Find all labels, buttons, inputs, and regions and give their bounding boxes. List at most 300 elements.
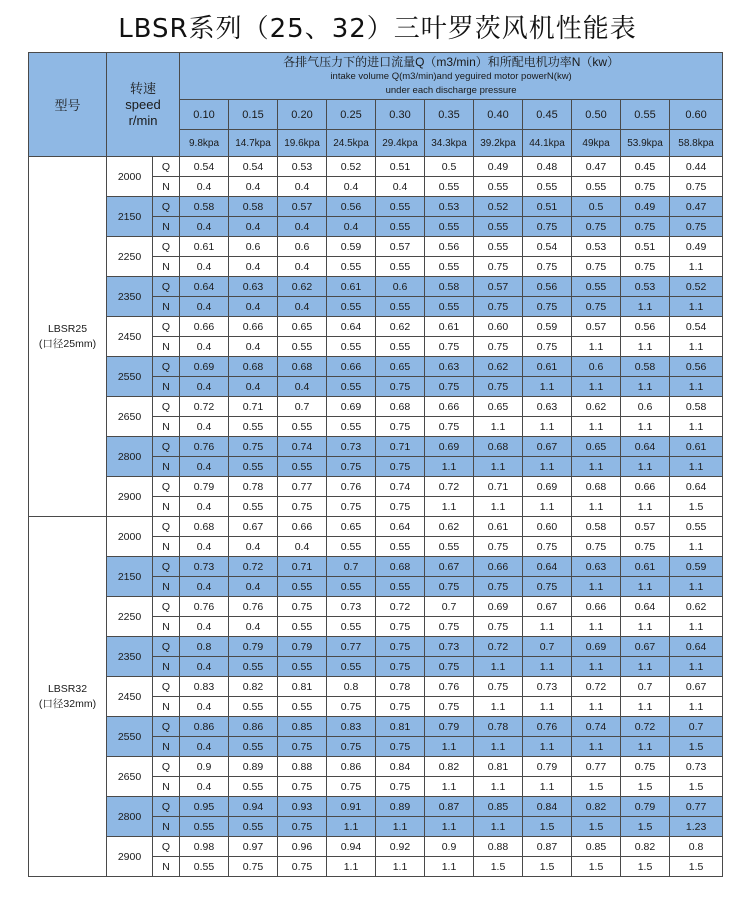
power-value: 1.5 bbox=[670, 857, 723, 877]
flow-value: 0.53 bbox=[278, 157, 327, 177]
power-value: 0.55 bbox=[425, 257, 474, 277]
power-value: 0.75 bbox=[572, 537, 621, 557]
power-value: 0.75 bbox=[278, 857, 327, 877]
power-value: 0.55 bbox=[229, 777, 278, 797]
flow-value: 0.64 bbox=[523, 557, 572, 577]
kpa-header-cell: 14.7kpa bbox=[229, 130, 278, 157]
power-value: 0.4 bbox=[278, 537, 327, 557]
flow-value: 0.89 bbox=[376, 797, 425, 817]
flow-value: 0.64 bbox=[327, 317, 376, 337]
power-value: 1.5 bbox=[572, 777, 621, 797]
speed-cell: 2350 bbox=[107, 637, 153, 677]
power-value: 0.75 bbox=[621, 217, 670, 237]
flow-value: 0.54 bbox=[523, 237, 572, 257]
power-value: 0.55 bbox=[278, 457, 327, 477]
flow-value: 0.9 bbox=[180, 757, 229, 777]
flow-value: 0.88 bbox=[278, 757, 327, 777]
speed-cell: 2450 bbox=[107, 677, 153, 717]
flow-value: 0.74 bbox=[572, 717, 621, 737]
flow-value: 0.82 bbox=[621, 837, 670, 857]
power-value: 1.1 bbox=[621, 337, 670, 357]
flow-value: 0.68 bbox=[278, 357, 327, 377]
flow-value: 0.83 bbox=[180, 677, 229, 697]
power-value: 0.75 bbox=[376, 657, 425, 677]
flow-value: 0.85 bbox=[278, 717, 327, 737]
speed-cell: 2800 bbox=[107, 437, 153, 477]
flow-value: 0.73 bbox=[180, 557, 229, 577]
power-value: 1.1 bbox=[670, 297, 723, 317]
flow-value: 0.58 bbox=[180, 197, 229, 217]
power-value: 0.4 bbox=[180, 537, 229, 557]
power-value: 0.75 bbox=[278, 777, 327, 797]
flow-value: 0.62 bbox=[572, 397, 621, 417]
flow-label: Q bbox=[153, 157, 180, 177]
power-value: 1.1 bbox=[621, 697, 670, 717]
pressure-header-cell: 0.50 bbox=[572, 100, 621, 130]
flow-value: 0.81 bbox=[474, 757, 523, 777]
flow-value: 0.57 bbox=[621, 517, 670, 537]
power-value: 0.55 bbox=[376, 297, 425, 317]
flow-value: 0.77 bbox=[327, 637, 376, 657]
kpa-header-cell: 29.4kpa bbox=[376, 130, 425, 157]
power-value: 0.75 bbox=[474, 617, 523, 637]
power-value: 1.1 bbox=[572, 337, 621, 357]
flow-value: 0.66 bbox=[572, 597, 621, 617]
flow-value: 0.54 bbox=[180, 157, 229, 177]
power-value: 0.75 bbox=[327, 697, 376, 717]
flow-value: 0.94 bbox=[229, 797, 278, 817]
flow-value: 0.55 bbox=[474, 237, 523, 257]
flow-value: 0.47 bbox=[572, 157, 621, 177]
power-value: 0.55 bbox=[327, 537, 376, 557]
flow-value: 0.44 bbox=[670, 157, 723, 177]
power-value: 0.55 bbox=[278, 657, 327, 677]
flow-value: 0.71 bbox=[229, 397, 278, 417]
power-label: N bbox=[153, 777, 180, 797]
power-value: 0.75 bbox=[425, 337, 474, 357]
speed-cell: 2150 bbox=[107, 557, 153, 597]
power-value: 1.1 bbox=[474, 777, 523, 797]
kpa-header-cell: 39.2kpa bbox=[474, 130, 523, 157]
power-value: 1.1 bbox=[572, 457, 621, 477]
flow-value: 0.52 bbox=[670, 277, 723, 297]
power-value: 1.1 bbox=[670, 377, 723, 397]
power-value: 0.4 bbox=[180, 337, 229, 357]
power-value: 0.55 bbox=[376, 337, 425, 357]
power-value: 1.1 bbox=[425, 457, 474, 477]
power-value: 1.1 bbox=[474, 657, 523, 677]
flow-value: 0.69 bbox=[425, 437, 474, 457]
flow-value: 0.67 bbox=[523, 437, 572, 457]
flow-value: 0.86 bbox=[180, 717, 229, 737]
flow-value: 0.94 bbox=[327, 837, 376, 857]
table-row bbox=[29, 237, 723, 257]
power-value: 0.55 bbox=[327, 377, 376, 397]
table-row bbox=[29, 517, 723, 537]
pressure-header-cell: 0.60 bbox=[670, 100, 723, 130]
flow-value: 0.73 bbox=[425, 637, 474, 657]
flow-value: 0.6 bbox=[572, 357, 621, 377]
power-label: N bbox=[153, 257, 180, 277]
power-value: 0.75 bbox=[376, 617, 425, 637]
flow-value: 0.86 bbox=[327, 757, 376, 777]
flow-label: Q bbox=[153, 757, 180, 777]
table-row bbox=[29, 157, 723, 177]
flow-value: 0.74 bbox=[376, 477, 425, 497]
table-body bbox=[29, 157, 723, 877]
power-value: 0.4 bbox=[229, 577, 278, 597]
flow-value: 0.57 bbox=[474, 277, 523, 297]
flow-value: 0.72 bbox=[425, 477, 474, 497]
flow-value: 0.8 bbox=[327, 677, 376, 697]
flow-value: 0.72 bbox=[474, 637, 523, 657]
flow-value: 0.66 bbox=[327, 357, 376, 377]
flow-value: 0.68 bbox=[376, 557, 425, 577]
power-value: 0.55 bbox=[327, 577, 376, 597]
power-value: 1.1 bbox=[425, 497, 474, 517]
flow-label: Q bbox=[153, 597, 180, 617]
table-row bbox=[29, 677, 723, 697]
main-header-en-2: under each discharge pressure bbox=[385, 84, 517, 96]
table-row bbox=[29, 397, 723, 417]
power-value: 0.4 bbox=[180, 777, 229, 797]
flow-value: 0.76 bbox=[523, 717, 572, 737]
flow-label: Q bbox=[153, 317, 180, 337]
flow-label: Q bbox=[153, 277, 180, 297]
kpa-header-cell: 34.3kpa bbox=[425, 130, 474, 157]
flow-value: 0.98 bbox=[180, 837, 229, 857]
power-value: 0.55 bbox=[278, 617, 327, 637]
table-row bbox=[29, 797, 723, 817]
flow-value: 0.58 bbox=[229, 197, 278, 217]
power-value: 1.1 bbox=[621, 577, 670, 597]
main-header-cn: 各排气压力下的进口流量Q（m3/min）和所配电机功率N（kw） bbox=[283, 54, 620, 69]
power-value: 1.1 bbox=[670, 577, 723, 597]
flow-value: 0.61 bbox=[621, 557, 670, 577]
power-value: 0.75 bbox=[425, 617, 474, 637]
flow-value: 0.67 bbox=[670, 677, 723, 697]
flow-value: 0.65 bbox=[376, 357, 425, 377]
flow-value: 0.77 bbox=[278, 477, 327, 497]
flow-value: 0.69 bbox=[474, 597, 523, 617]
flow-value: 0.73 bbox=[327, 597, 376, 617]
flow-value: 0.66 bbox=[278, 517, 327, 537]
flow-value: 0.6 bbox=[229, 237, 278, 257]
power-value: 0.75 bbox=[523, 577, 572, 597]
flow-value: 0.76 bbox=[229, 597, 278, 617]
power-value: 1.1 bbox=[327, 817, 376, 837]
power-value: 0.55 bbox=[425, 537, 474, 557]
power-value: 0.4 bbox=[278, 257, 327, 277]
power-value: 0.4 bbox=[229, 377, 278, 397]
power-value: 1.1 bbox=[572, 577, 621, 597]
table-row bbox=[29, 757, 723, 777]
power-value: 0.55 bbox=[180, 857, 229, 877]
speed-cell: 2450 bbox=[107, 317, 153, 357]
flow-value: 0.71 bbox=[376, 437, 425, 457]
power-value: 0.75 bbox=[376, 377, 425, 397]
power-value: 0.4 bbox=[180, 457, 229, 477]
flow-value: 0.97 bbox=[229, 837, 278, 857]
flow-value: 0.68 bbox=[180, 517, 229, 537]
pressure-header-cell: 0.25 bbox=[327, 100, 376, 130]
power-value: 0.55 bbox=[229, 497, 278, 517]
flow-value: 0.63 bbox=[425, 357, 474, 377]
flow-value: 0.66 bbox=[229, 317, 278, 337]
flow-value: 0.57 bbox=[376, 237, 425, 257]
speed-cell: 2900 bbox=[107, 477, 153, 517]
power-label: N bbox=[153, 297, 180, 317]
flow-value: 0.76 bbox=[180, 437, 229, 457]
flow-value: 0.7 bbox=[670, 717, 723, 737]
page-title: LBSR系列（25、32）三叶罗茨风机性能表 bbox=[118, 14, 637, 44]
flow-value: 0.79 bbox=[425, 717, 474, 737]
power-label: N bbox=[153, 657, 180, 677]
power-value: 0.75 bbox=[572, 257, 621, 277]
flow-value: 0.51 bbox=[376, 157, 425, 177]
flow-value: 0.69 bbox=[572, 637, 621, 657]
table-row bbox=[29, 597, 723, 617]
flow-value: 0.87 bbox=[523, 837, 572, 857]
power-value: 0.75 bbox=[425, 377, 474, 397]
flow-value: 0.76 bbox=[327, 477, 376, 497]
power-value: 0.4 bbox=[180, 177, 229, 197]
power-label: N bbox=[153, 857, 180, 877]
main-header-en-1: intake volume Q(m3/min)and yeguired motor powerN(kw) bbox=[330, 70, 572, 82]
power-value: 1.1 bbox=[621, 297, 670, 317]
pressure-header-cell: 0.15 bbox=[229, 100, 278, 130]
flow-value: 0.77 bbox=[572, 757, 621, 777]
flow-value: 0.54 bbox=[670, 317, 723, 337]
power-value: 1.1 bbox=[376, 817, 425, 837]
power-value: 0.75 bbox=[278, 497, 327, 517]
power-value: 1.1 bbox=[523, 657, 572, 677]
power-value: 1.5 bbox=[621, 857, 670, 877]
power-value: 0.55 bbox=[327, 417, 376, 437]
power-label: N bbox=[153, 697, 180, 717]
flow-value: 0.58 bbox=[572, 517, 621, 537]
flow-value: 0.93 bbox=[278, 797, 327, 817]
flow-value: 0.48 bbox=[523, 157, 572, 177]
flow-value: 0.53 bbox=[425, 197, 474, 217]
flow-value: 0.75 bbox=[278, 597, 327, 617]
main-header bbox=[180, 53, 723, 100]
flow-value: 0.62 bbox=[425, 517, 474, 537]
power-value: 0.55 bbox=[376, 577, 425, 597]
power-value: 1.5 bbox=[621, 777, 670, 797]
flow-value: 0.6 bbox=[278, 237, 327, 257]
power-value: 1.1 bbox=[523, 497, 572, 517]
flow-value: 0.63 bbox=[229, 277, 278, 297]
model-cell bbox=[29, 517, 107, 877]
power-label: N bbox=[153, 537, 180, 557]
flow-value: 0.86 bbox=[229, 717, 278, 737]
kpa-header-cell: 24.5kpa bbox=[327, 130, 376, 157]
flow-value: 0.56 bbox=[621, 317, 670, 337]
flow-label: Q bbox=[153, 677, 180, 697]
flow-value: 0.63 bbox=[572, 557, 621, 577]
flow-value: 0.67 bbox=[621, 637, 670, 657]
power-value: 0.75 bbox=[523, 537, 572, 557]
flow-value: 0.7 bbox=[278, 397, 327, 417]
pressure-header-cell: 0.35 bbox=[425, 100, 474, 130]
flow-value: 0.61 bbox=[180, 237, 229, 257]
power-value: 0.75 bbox=[376, 737, 425, 757]
power-value: 0.4 bbox=[180, 377, 229, 397]
flow-value: 0.66 bbox=[180, 317, 229, 337]
table-row bbox=[29, 837, 723, 857]
model-cell bbox=[29, 157, 107, 517]
flow-value: 0.58 bbox=[425, 277, 474, 297]
flow-value: 0.81 bbox=[376, 717, 425, 737]
power-value: 1.1 bbox=[572, 737, 621, 757]
flow-value: 0.51 bbox=[523, 197, 572, 217]
power-value: 1.5 bbox=[572, 817, 621, 837]
power-value: 0.75 bbox=[425, 657, 474, 677]
flow-value: 0.71 bbox=[474, 477, 523, 497]
flow-value: 0.65 bbox=[278, 317, 327, 337]
flow-value: 0.72 bbox=[572, 677, 621, 697]
power-value: 0.75 bbox=[278, 737, 327, 757]
flow-value: 0.66 bbox=[425, 397, 474, 417]
flow-label: Q bbox=[153, 517, 180, 537]
flow-value: 0.47 bbox=[670, 197, 723, 217]
power-value: 0.4 bbox=[278, 377, 327, 397]
power-label: N bbox=[153, 617, 180, 637]
power-value: 0.75 bbox=[376, 497, 425, 517]
flow-value: 0.82 bbox=[425, 757, 474, 777]
table-row bbox=[29, 277, 723, 297]
flow-value: 0.64 bbox=[621, 597, 670, 617]
flow-value: 0.82 bbox=[572, 797, 621, 817]
flow-value: 0.51 bbox=[621, 237, 670, 257]
power-value: 0.75 bbox=[327, 457, 376, 477]
power-value: 0.55 bbox=[327, 297, 376, 317]
flow-value: 0.79 bbox=[229, 637, 278, 657]
flow-value: 0.52 bbox=[327, 157, 376, 177]
flow-value: 0.7 bbox=[523, 637, 572, 657]
power-value: 0.55 bbox=[523, 177, 572, 197]
power-label: N bbox=[153, 577, 180, 597]
flow-label: Q bbox=[153, 357, 180, 377]
flow-value: 0.56 bbox=[327, 197, 376, 217]
flow-value: 0.76 bbox=[180, 597, 229, 617]
power-value: 1.1 bbox=[621, 617, 670, 637]
speed-header-en: speed bbox=[125, 96, 161, 112]
kpa-header-cell: 49kpa bbox=[572, 130, 621, 157]
pressure-header-cell: 0.20 bbox=[278, 100, 327, 130]
flow-value: 0.60 bbox=[474, 317, 523, 337]
flow-value: 0.56 bbox=[523, 277, 572, 297]
power-value: 1.1 bbox=[621, 497, 670, 517]
power-value: 1.1 bbox=[523, 377, 572, 397]
power-value: 1.5 bbox=[670, 497, 723, 517]
power-value: 0.75 bbox=[327, 497, 376, 517]
power-value: 0.55 bbox=[278, 337, 327, 357]
pressure-header-cell: 0.10 bbox=[180, 100, 229, 130]
flow-value: 0.74 bbox=[278, 437, 327, 457]
power-value: 1.1 bbox=[572, 377, 621, 397]
power-value: 1.1 bbox=[572, 697, 621, 717]
power-value: 0.75 bbox=[572, 217, 621, 237]
kpa-header-cell: 53.9kpa bbox=[621, 130, 670, 157]
power-value: 0.4 bbox=[229, 297, 278, 317]
power-value: 0.4 bbox=[278, 177, 327, 197]
power-value: 0.55 bbox=[425, 177, 474, 197]
power-value: 0.55 bbox=[229, 417, 278, 437]
power-value: 1.1 bbox=[572, 617, 621, 637]
flow-value: 0.68 bbox=[376, 397, 425, 417]
flow-value: 0.95 bbox=[180, 797, 229, 817]
flow-value: 0.7 bbox=[425, 597, 474, 617]
flow-value: 0.65 bbox=[474, 397, 523, 417]
pressure-header-cell: 0.55 bbox=[621, 100, 670, 130]
power-value: 0.75 bbox=[474, 297, 523, 317]
table-row bbox=[29, 357, 723, 377]
power-value: 1.1 bbox=[621, 417, 670, 437]
power-value: 0.55 bbox=[229, 737, 278, 757]
power-value: 0.75 bbox=[376, 417, 425, 437]
flow-value: 0.59 bbox=[523, 317, 572, 337]
flow-value: 0.61 bbox=[474, 517, 523, 537]
power-value: 1.1 bbox=[474, 457, 523, 477]
speed-cell: 2000 bbox=[107, 517, 153, 557]
kpa-header-cell: 44.1kpa bbox=[523, 130, 572, 157]
power-value: 1.5 bbox=[523, 857, 572, 877]
power-value: 1.1 bbox=[425, 737, 474, 757]
power-value: 0.4 bbox=[180, 657, 229, 677]
power-value: 0.75 bbox=[425, 697, 474, 717]
table-row bbox=[29, 317, 723, 337]
power-label: N bbox=[153, 417, 180, 437]
table-row bbox=[29, 197, 723, 217]
flow-value: 0.58 bbox=[621, 357, 670, 377]
flow-label: Q bbox=[153, 717, 180, 737]
power-value: 1.1 bbox=[376, 857, 425, 877]
flow-value: 0.72 bbox=[180, 397, 229, 417]
power-value: 1.1 bbox=[474, 697, 523, 717]
power-value: 1.23 bbox=[670, 817, 723, 837]
flow-value: 0.60 bbox=[523, 517, 572, 537]
flow-value: 0.73 bbox=[327, 437, 376, 457]
flow-value: 0.49 bbox=[474, 157, 523, 177]
power-value: 0.55 bbox=[180, 817, 229, 837]
flow-value: 0.61 bbox=[523, 357, 572, 377]
flow-value: 0.78 bbox=[376, 677, 425, 697]
flow-value: 0.9 bbox=[425, 837, 474, 857]
power-value: 0.55 bbox=[327, 617, 376, 637]
flow-value: 0.57 bbox=[278, 197, 327, 217]
flow-value: 0.75 bbox=[621, 757, 670, 777]
power-value: 1.1 bbox=[425, 817, 474, 837]
flow-value: 0.69 bbox=[180, 357, 229, 377]
flow-value: 0.79 bbox=[180, 477, 229, 497]
speed-cell: 2550 bbox=[107, 357, 153, 397]
flow-value: 0.67 bbox=[425, 557, 474, 577]
flow-value: 0.75 bbox=[376, 637, 425, 657]
table-row bbox=[29, 717, 723, 737]
power-value: 1.1 bbox=[523, 777, 572, 797]
flow-value: 0.78 bbox=[229, 477, 278, 497]
power-value: 0.4 bbox=[180, 257, 229, 277]
speed-header-unit: r/min bbox=[128, 112, 158, 128]
power-value: 1.5 bbox=[572, 857, 621, 877]
power-value: 0.4 bbox=[180, 577, 229, 597]
power-value: 0.75 bbox=[425, 577, 474, 597]
flow-value: 0.52 bbox=[474, 197, 523, 217]
power-value: 0.55 bbox=[229, 657, 278, 677]
power-value: 0.55 bbox=[229, 697, 278, 717]
